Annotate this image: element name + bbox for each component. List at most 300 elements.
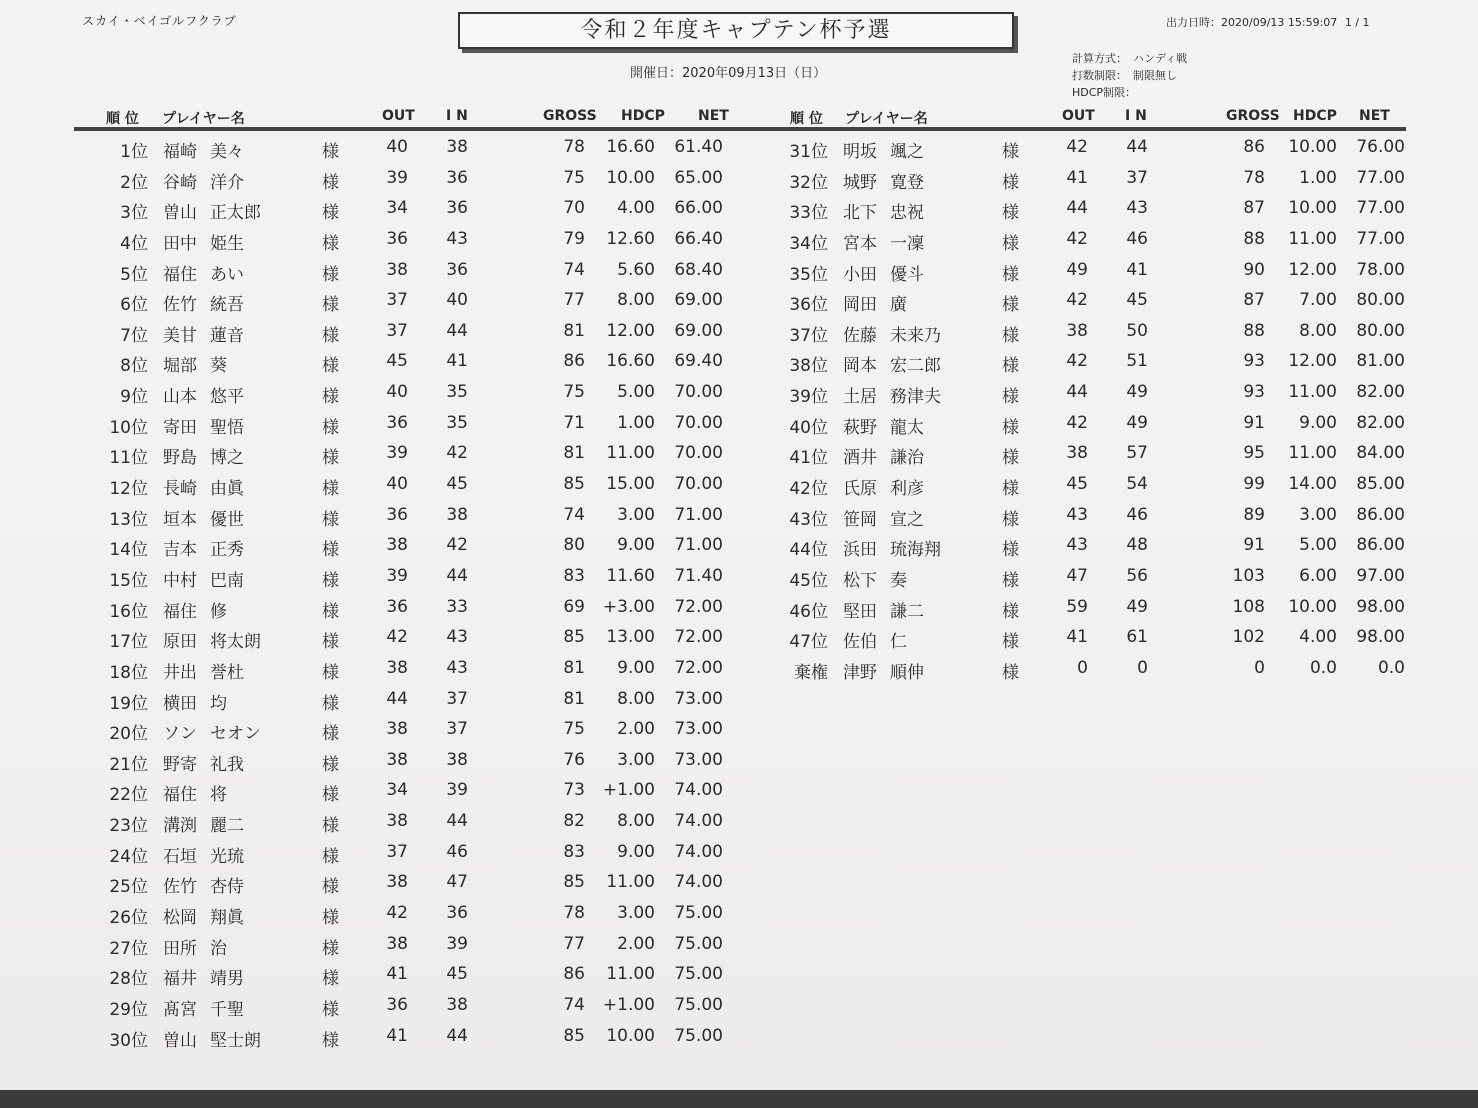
net-score: 75.00 (674, 964, 723, 985)
gross-score: 78 (563, 903, 585, 924)
out-score: 41 (386, 964, 408, 985)
handicap: +1.00 (602, 780, 655, 801)
handicap: +1.00 (602, 994, 655, 1015)
rank-cell: 45位 (789, 570, 828, 591)
net-score: 86.00 (1356, 535, 1405, 556)
honorific: 様 (322, 632, 339, 653)
player-first-name: 奏 (890, 570, 907, 591)
net-score: 80.00 (1356, 290, 1405, 311)
out-score: 42 (1066, 228, 1088, 249)
player-first-name: 均 (210, 693, 227, 714)
rank-cell: 10位 (109, 417, 148, 438)
net-score: 73.00 (674, 688, 723, 709)
player-first-name: 正秀 (210, 540, 244, 561)
rank-cell: 37位 (789, 325, 828, 346)
honorific: 様 (1002, 509, 1019, 530)
net-score: 70.00 (674, 382, 723, 403)
in-score: 36 (446, 167, 468, 188)
player-first-name: 優世 (210, 509, 244, 530)
page-number: 1 / 1 (1344, 16, 1370, 29)
net-score: 71.00 (674, 535, 723, 556)
honorific: 様 (322, 479, 339, 500)
net-score: 77.00 (1356, 228, 1405, 249)
out-score: 44 (386, 688, 408, 709)
out-score: 44 (1066, 382, 1088, 403)
honorific: 様 (322, 448, 339, 469)
player-first-name: 麗二 (210, 816, 244, 837)
player-first-name: 謙二 (890, 601, 924, 622)
honorific: 様 (1002, 142, 1019, 162)
document-title: 令和２年度キャプテン杯予選 (458, 12, 1014, 49)
handicap: 13.00 (606, 627, 655, 648)
player-first-name: 巴南 (210, 570, 244, 591)
rank-cell: 32位 (789, 172, 828, 193)
handicap: 2.00 (617, 933, 655, 954)
in-score: 42 (446, 443, 468, 464)
handicap: 7.00 (1299, 290, 1337, 311)
handicap: 11.00 (606, 964, 655, 985)
honorific: 様 (322, 969, 339, 990)
rank-cell: 19位 (109, 693, 148, 714)
honorific: 様 (322, 601, 339, 622)
in-score: 42 (446, 535, 468, 556)
net-score: 98.00 (1356, 627, 1405, 648)
gross-score: 71 (563, 412, 585, 433)
gross-score: 69 (563, 596, 585, 617)
in-score: 0 (1137, 657, 1148, 678)
player-first-name: 誉杜 (210, 662, 244, 683)
out-score: 38 (386, 872, 408, 893)
net-score: 66.40 (674, 228, 723, 249)
net-score: 69.00 (674, 320, 723, 341)
out-score: 42 (1066, 137, 1088, 157)
header-hdcp: HDCP (621, 108, 665, 124)
out-score: 40 (386, 382, 408, 403)
in-score: 48 (1126, 535, 1148, 556)
player-last-name: 北下 (843, 203, 877, 224)
gross-score: 75 (563, 719, 585, 740)
honorific: 様 (322, 325, 339, 346)
net-score: 65.00 (674, 167, 723, 188)
header-rank: 順 位 (106, 111, 139, 127)
header-in: I N (1125, 108, 1147, 124)
honorific: 様 (322, 693, 339, 714)
player-last-name: 長崎 (163, 479, 197, 500)
stroke-limit-label: 打数制限： (1072, 69, 1127, 82)
handicap: 8.00 (1299, 320, 1337, 341)
player-last-name: 田中 (163, 233, 197, 254)
player-first-name: 杏侍 (210, 877, 244, 898)
rank-cell: 22位 (109, 785, 148, 806)
in-score: 49 (1126, 596, 1148, 617)
handicap: 16.60 (606, 137, 655, 157)
gross-score: 85 (563, 1025, 585, 1046)
out-score: 38 (1066, 320, 1088, 341)
out-score: 38 (386, 657, 408, 678)
honorific: 様 (1002, 325, 1019, 346)
honorific: 様 (322, 877, 339, 898)
handicap: 12.00 (1288, 259, 1337, 280)
in-score: 33 (446, 596, 468, 617)
player-last-name: 福住 (163, 601, 197, 622)
in-score: 61 (1126, 627, 1148, 648)
net-score: 81.00 (1356, 351, 1405, 372)
rank-cell: 47位 (789, 632, 828, 653)
handicap: 11.00 (1288, 382, 1337, 403)
out-score: 44 (1066, 198, 1088, 219)
in-score: 41 (446, 351, 468, 372)
rank-cell: 36位 (789, 295, 828, 316)
header-player: プレイヤー名 (162, 111, 245, 127)
player-first-name: 悠平 (210, 387, 244, 408)
in-score: 47 (446, 872, 468, 893)
rank-cell: 20位 (109, 724, 148, 745)
gross-score: 74 (563, 994, 585, 1015)
honorific: 様 (322, 1030, 339, 1051)
gross-score: 99 (1243, 474, 1265, 495)
rank-cell: 33位 (789, 203, 828, 224)
out-score: 45 (386, 351, 408, 372)
rank-cell: 34位 (789, 233, 828, 254)
net-score: 70.00 (674, 443, 723, 464)
net-score: 0.0 (1377, 657, 1405, 678)
gross-score: 74 (563, 259, 585, 280)
honorific: 様 (1002, 233, 1019, 254)
handicap: 4.00 (617, 198, 655, 219)
gross-score: 0 (1254, 657, 1265, 678)
net-score: 76.00 (1356, 137, 1405, 157)
honorific: 様 (322, 356, 339, 377)
honorific: 様 (1002, 632, 1019, 653)
in-score: 54 (1126, 474, 1148, 495)
out-score: 41 (1066, 167, 1088, 188)
rank-cell: 30位 (109, 1030, 148, 1051)
player-last-name: 小田 (843, 264, 877, 285)
gross-score: 90 (1243, 259, 1265, 280)
in-score: 49 (1126, 412, 1148, 433)
handicap: 10.00 (1288, 596, 1337, 617)
rank-cell: 31位 (789, 142, 828, 162)
player-last-name: 寄田 (163, 417, 197, 438)
honorific: 様 (1002, 172, 1019, 193)
rank-cell: 1位 (120, 142, 148, 162)
handicap: 3.00 (1299, 504, 1337, 525)
out-score: 40 (386, 474, 408, 495)
handicap: +3.00 (602, 596, 655, 617)
player-last-name: 土居 (843, 387, 877, 408)
player-last-name: 松下 (843, 570, 877, 591)
net-score: 75.00 (674, 933, 723, 954)
gross-score: 91 (1243, 535, 1265, 556)
rank-cell: 25位 (109, 877, 148, 898)
player-last-name: 佐竹 (163, 877, 197, 898)
header-in: I N (446, 108, 468, 124)
net-score: 71.00 (674, 504, 723, 525)
net-score: 72.00 (674, 657, 723, 678)
header-hdcp: HDCP (1293, 108, 1337, 124)
gross-score: 85 (563, 474, 585, 495)
out-score: 41 (1066, 627, 1088, 648)
rank-cell: 17位 (109, 632, 148, 653)
honorific: 様 (1002, 203, 1019, 224)
gross-score: 70 (563, 198, 585, 219)
player-first-name: 洋介 (210, 172, 244, 193)
rank-cell: 15位 (109, 570, 148, 591)
net-score: 75.00 (674, 903, 723, 924)
out-score: 39 (386, 167, 408, 188)
player-last-name: 城野 (843, 172, 877, 193)
player-last-name: 堅田 (843, 601, 877, 622)
honorific: 様 (1002, 540, 1019, 561)
net-score: 82.00 (1356, 382, 1405, 403)
honorific: 様 (1002, 479, 1019, 500)
in-score: 45 (446, 964, 468, 985)
player-last-name: 津野 (843, 662, 877, 683)
player-first-name: 修 (210, 601, 227, 622)
gross-score: 74 (563, 504, 585, 525)
calc-settings (1072, 50, 1187, 101)
stroke-limit-value: 制限無し (1133, 69, 1177, 82)
handicap: 16.60 (606, 351, 655, 372)
gross-score: 83 (563, 841, 585, 862)
in-score: 43 (446, 228, 468, 249)
player-last-name: 酒井 (843, 448, 877, 469)
out-score: 34 (386, 780, 408, 801)
in-score: 56 (1126, 565, 1148, 586)
handicap: 3.00 (617, 903, 655, 924)
header-rank: 順 位 (790, 111, 823, 127)
header-out: OUT (1062, 108, 1095, 124)
in-score: 43 (446, 627, 468, 648)
player-last-name: 髙宮 (163, 999, 197, 1020)
out-score: 45 (1066, 474, 1088, 495)
rank-cell: 40位 (789, 417, 828, 438)
net-score: 86.00 (1356, 504, 1405, 525)
player-last-name: 曽山 (163, 1030, 197, 1051)
in-score: 45 (1126, 290, 1148, 311)
player-first-name: 将太朗 (210, 632, 261, 653)
out-score: 41 (386, 1025, 408, 1046)
gross-score: 81 (563, 320, 585, 341)
out-score: 36 (386, 504, 408, 525)
handicap: 12.60 (606, 228, 655, 249)
player-last-name: 曽山 (163, 203, 197, 224)
handicap: 5.00 (1299, 535, 1337, 556)
handicap: 5.00 (617, 382, 655, 403)
gross-score: 75 (563, 382, 585, 403)
honorific: 様 (322, 203, 339, 224)
rank-cell: 13位 (109, 509, 148, 530)
gross-score: 88 (1243, 320, 1265, 341)
gross-score: 78 (563, 137, 585, 157)
net-score: 70.00 (674, 474, 723, 495)
honorific: 様 (322, 417, 339, 438)
player-first-name: 宏二郎 (890, 356, 941, 377)
player-last-name: 井出 (163, 662, 197, 683)
player-first-name: 由眞 (210, 479, 244, 500)
rank-cell: 38位 (789, 356, 828, 377)
rank-cell: 14位 (109, 540, 148, 561)
rank-cell: 28位 (109, 969, 148, 990)
out-score: 42 (386, 903, 408, 924)
rank-cell: 46位 (789, 601, 828, 622)
player-last-name: 佐伯 (843, 632, 877, 653)
out-score: 38 (1066, 443, 1088, 464)
player-last-name: 中村 (163, 570, 197, 591)
honorific: 様 (1002, 356, 1019, 377)
net-score: 69.00 (674, 290, 723, 311)
player-first-name: 謙治 (890, 448, 924, 469)
gross-score: 86 (1243, 137, 1265, 157)
net-score: 78.00 (1356, 259, 1405, 280)
honorific: 様 (1002, 264, 1019, 285)
rank-cell: 2位 (120, 172, 148, 193)
out-score: 37 (386, 841, 408, 862)
net-score: 75.00 (674, 1025, 723, 1046)
player-last-name: 岡田 (843, 295, 877, 316)
player-last-name: 原田 (163, 632, 197, 653)
out-score: 39 (386, 565, 408, 586)
event-date: 開催日：2020年09月13日（日） (630, 66, 827, 81)
handicap: 4.00 (1299, 627, 1337, 648)
gross-score: 89 (1243, 504, 1265, 525)
gross-score: 86 (563, 351, 585, 372)
player-first-name: 優斗 (890, 264, 924, 285)
out-score: 36 (386, 412, 408, 433)
player-last-name: 福井 (163, 969, 197, 990)
rank-cell: 9位 (120, 387, 148, 408)
gross-score: 76 (563, 749, 585, 770)
player-last-name: 山本 (163, 387, 197, 408)
player-first-name: 治 (210, 938, 227, 959)
out-score: 38 (386, 933, 408, 954)
gross-score: 103 (1232, 565, 1265, 586)
in-score: 36 (446, 259, 468, 280)
player-last-name: 谷崎 (163, 172, 197, 193)
net-score: 69.40 (674, 351, 723, 372)
player-last-name: 石垣 (163, 846, 197, 867)
player-last-name: 垣本 (163, 509, 197, 530)
handicap: 6.00 (1299, 565, 1337, 586)
rank-cell: 24位 (109, 846, 148, 867)
honorific: 様 (322, 724, 339, 745)
in-score: 50 (1126, 320, 1148, 341)
net-score: 98.00 (1356, 596, 1405, 617)
handicap: 9.00 (617, 657, 655, 678)
in-score: 38 (446, 749, 468, 770)
honorific: 様 (322, 142, 339, 162)
player-last-name: 吉本 (163, 540, 197, 561)
out-score: 38 (386, 749, 408, 770)
player-last-name: 佐藤 (843, 325, 877, 346)
in-score: 37 (1126, 167, 1148, 188)
rank-cell: 29位 (109, 999, 148, 1020)
player-last-name: 福崎 (163, 142, 197, 162)
net-score: 77.00 (1356, 167, 1405, 188)
player-last-name: 明坂 (843, 142, 877, 162)
honorific: 様 (322, 999, 339, 1020)
out-score: 42 (1066, 290, 1088, 311)
rank-cell: 棄権 (794, 662, 828, 683)
player-last-name: 萩野 (843, 417, 877, 438)
player-first-name: 順伸 (890, 662, 924, 683)
net-score: 74.00 (674, 872, 723, 893)
net-score: 84.00 (1356, 443, 1405, 464)
handicap: 10.00 (606, 1025, 655, 1046)
player-last-name: 福住 (163, 785, 197, 806)
net-score: 72.00 (674, 627, 723, 648)
in-score: 38 (446, 137, 468, 157)
net-score: 74.00 (674, 780, 723, 801)
out-score: 42 (1066, 412, 1088, 433)
out-score: 0 (1077, 657, 1088, 678)
honorific: 様 (1002, 387, 1019, 408)
honorific: 様 (322, 172, 339, 193)
honorific: 様 (322, 938, 339, 959)
handicap: 10.00 (1288, 137, 1337, 157)
gross-score: 75 (563, 167, 585, 188)
player-first-name: 琉海翔 (890, 540, 941, 561)
honorific: 様 (322, 233, 339, 254)
net-score: 82.00 (1356, 412, 1405, 433)
net-score: 70.00 (674, 412, 723, 433)
handicap: 11.00 (1288, 228, 1337, 249)
in-score: 36 (446, 198, 468, 219)
in-score: 44 (446, 811, 468, 832)
in-score: 46 (446, 841, 468, 862)
out-score: 36 (386, 228, 408, 249)
player-first-name: 龍太 (890, 417, 924, 438)
honorific: 様 (1002, 570, 1019, 591)
header-out: OUT (382, 108, 415, 124)
in-score: 38 (446, 504, 468, 525)
player-first-name: 一凜 (890, 233, 924, 254)
in-score: 39 (446, 933, 468, 954)
player-first-name: 千聖 (210, 999, 244, 1020)
in-score: 43 (1126, 198, 1148, 219)
header-rule (74, 127, 1406, 131)
honorific: 様 (322, 570, 339, 591)
net-score: 71.40 (674, 565, 723, 586)
honorific: 様 (1002, 448, 1019, 469)
gross-score: 93 (1243, 351, 1265, 372)
rank-cell: 21位 (109, 754, 148, 775)
player-first-name: 宣之 (890, 509, 924, 530)
player-first-name: 蓮音 (210, 325, 244, 346)
out-score: 36 (386, 596, 408, 617)
honorific: 様 (322, 662, 339, 683)
player-first-name: 統吾 (210, 295, 244, 316)
out-score: 43 (1066, 504, 1088, 525)
in-score: 37 (446, 688, 468, 709)
in-score: 35 (446, 382, 468, 403)
honorific: 様 (1002, 662, 1019, 683)
player-first-name: セオン (210, 724, 261, 745)
out-score: 38 (386, 535, 408, 556)
rank-cell: 44位 (789, 540, 828, 561)
gross-score: 79 (563, 228, 585, 249)
rank-cell: 26位 (109, 908, 148, 929)
honorific: 様 (322, 387, 339, 408)
player-last-name: ソン (163, 724, 197, 745)
gross-score: 85 (563, 627, 585, 648)
in-score: 39 (446, 780, 468, 801)
player-last-name: 宮本 (843, 233, 877, 254)
gross-score: 108 (1232, 596, 1265, 617)
honorific: 様 (322, 754, 339, 775)
rank-cell: 7位 (120, 325, 148, 346)
net-score: 74.00 (674, 811, 723, 832)
